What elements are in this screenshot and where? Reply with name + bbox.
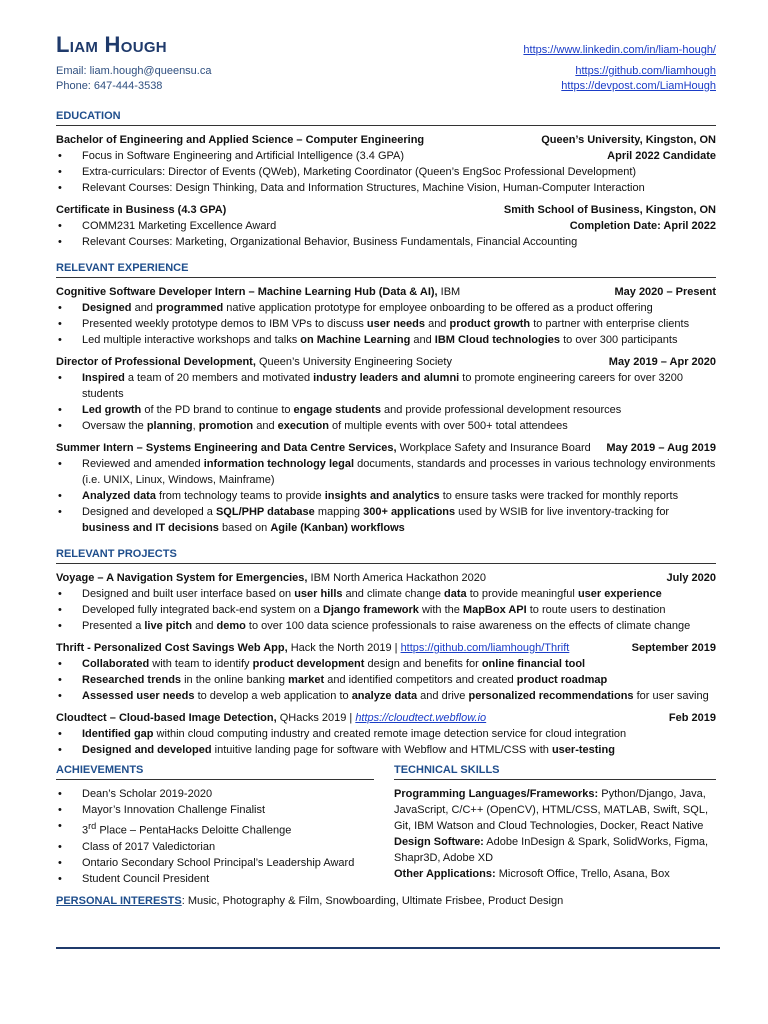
institution: Queen’s University, Kingston, ON	[541, 134, 716, 146]
education-bullet	[56, 148, 716, 164]
candidate-name: Liam Hough	[56, 32, 167, 57]
experience-bullets	[56, 300, 716, 348]
experience-bullet: • Analyzed data from technology teams to provide insights and analytics to ensure tasks were tracked for monthly reports	[56, 488, 716, 504]
skill-label: Programming Languages/Frameworks:	[394, 788, 599, 800]
degree-title: Bachelor of Engineering and Applied Science – Computer Engineering	[56, 134, 425, 146]
education-heading: EDUCATION	[56, 110, 716, 126]
experience-date: May 2019 – Apr 2020	[608, 356, 716, 368]
bullet-date: Completion Date: April 2022	[569, 220, 716, 232]
achievement-item: • Class of 2017 Valedictorian	[56, 839, 374, 855]
experience-title	[56, 440, 606, 456]
experience-bullet: • Oversaw the planning, promotion and execution of multiple events with over 500+ total attendees	[56, 418, 716, 434]
project-title-bold: Voyage – A Navigation System for Emergencies,	[56, 572, 308, 584]
footer-divider	[56, 947, 720, 949]
education-bullet	[56, 164, 716, 180]
bullet-date: April 2022 Candidate	[607, 150, 716, 162]
achievement-item: • 3rd Place – PentaHacks Deloitte Challenge	[56, 818, 374, 839]
experience-title-bold: Director of Professional Development,	[56, 356, 256, 368]
degree-title: Certificate in Business (4.3 GPA)	[56, 204, 227, 216]
project-title-rest: QHacks 2019 |	[276, 712, 356, 724]
project-entry	[56, 570, 716, 634]
achievement-item: • Student Council President	[56, 871, 374, 887]
linkedin-link[interactable]: https://www.linkedin.com/in/liam-hough/	[523, 44, 716, 56]
project-entry	[56, 710, 716, 758]
experience-title-rest: IBM	[437, 286, 461, 298]
bullet-text: • COMM231 Marketing Excellence Award	[82, 220, 277, 232]
project-title	[56, 710, 669, 726]
skill-value: Microsoft Office, Trello, Asana, Box	[495, 868, 670, 880]
achievement-item: • Ontario Secondary School Principal’s Leadership Award	[56, 855, 374, 871]
interests-label: PERSONAL INTERESTS	[56, 894, 182, 907]
bullet-row	[82, 164, 716, 180]
project-date: Feb 2019	[668, 712, 716, 724]
email-line: Email: liam.hough@queensu.ca	[56, 65, 212, 77]
bullet-row	[82, 234, 716, 250]
experience-section	[56, 284, 716, 536]
experience-date: May 2020 – Present	[614, 286, 716, 298]
institution: Smith School of Business, Kingston, ON	[503, 204, 716, 216]
education-section	[56, 132, 716, 250]
experience-bullet: • Led multiple interactive workshops and talks on Machine Learning and IBM Cloud technologies to over 300 participants	[56, 332, 716, 348]
experience-entry	[56, 440, 716, 536]
education-bullets	[56, 148, 716, 196]
project-title-bold: Thrift - Personalized Cost Savings Web App,	[56, 642, 288, 654]
profile-links	[523, 43, 716, 94]
skill-value: Adobe InDesign & Spark, SolidWorks, Figma, Shapr3D, Adobe XD	[394, 836, 709, 864]
project-entry-header	[56, 640, 716, 656]
experience-bullet: • Presented weekly prototype demos to IBM VPs to discuss user needs and product growth to partner with enterprise clients	[56, 316, 716, 332]
project-bullet: • Assessed user needs to develop a web application to analyze data and drive personalized recommendations for user saving	[56, 688, 716, 704]
experience-bullets	[56, 456, 716, 536]
project-bullet: • Designed and built user interface based on user hills and climate change data to provide meaningful user experience	[56, 586, 716, 602]
project-link[interactable]: https://cloudtect.webflow.io	[355, 712, 487, 724]
project-bullet: • Developed fully integrated back-end system on a Django framework with the MapBox API to route users to destination	[56, 602, 716, 618]
project-title	[56, 640, 632, 656]
skill-label: Design Software:	[394, 836, 484, 848]
project-bullet: • Identified gap within cloud computing industry and created remote image detection service for cloud integration	[56, 726, 716, 742]
experience-bullets	[56, 370, 716, 434]
project-bullets	[56, 586, 716, 634]
experience-heading: RELEVANT EXPERIENCE	[56, 262, 716, 278]
experience-bullet: • Designed and developed a SQL/PHP database mapping 300+ applications used by WSIB for live inventory-tracking for business and IT decisions based on Agile (Kanban) workflows	[56, 504, 716, 536]
project-bullets	[56, 726, 716, 758]
devpost-link[interactable]: https://devpost.com/LiamHough	[561, 80, 716, 92]
skill-label: Other Applications:	[394, 868, 496, 880]
achievement-item: • Dean’s Scholar 2019-2020	[56, 786, 374, 802]
experience-entry-header	[56, 354, 716, 370]
achievements-heading: ACHIEVEMENTS	[56, 764, 374, 780]
project-bullet: • Collaborated with team to identify product development design and benefits for online financial tool	[56, 656, 716, 672]
projects-section	[56, 570, 716, 758]
bullet-text: • Relevant Courses: Design Thinking, Data and Information Structures, Machine Vision, Human-Computer Interaction	[82, 182, 645, 194]
experience-title-bold: Summer Intern – Systems Engineering and Data Centre Services,	[56, 442, 397, 454]
education-bullets	[56, 218, 716, 250]
project-bullet: • Researched trends in the online banking market and identified competitors and created product roadmap	[56, 672, 716, 688]
experience-title-rest: Workplace Safety and Insurance Board	[396, 442, 591, 454]
achievement-item: • Mayor’s Innovation Challenge Finalist	[56, 802, 374, 818]
projects-heading: RELEVANT PROJECTS	[56, 548, 716, 564]
project-title-bold: Cloudtect – Cloud-based Image Detection,	[56, 712, 277, 724]
phone-line: Phone: 647-444-3538	[56, 80, 163, 92]
skill-line	[394, 866, 716, 882]
project-entry-header	[56, 710, 716, 726]
project-date: September 2019	[631, 642, 716, 654]
experience-entry	[56, 354, 716, 434]
experience-title	[56, 284, 614, 300]
experience-bullet: • Reviewed and amended information technology legal documents, standards and processes in various technology environments (i.e. UNIX, Linux, Windows, Mainframe)	[56, 456, 716, 488]
experience-entry-header	[56, 440, 716, 456]
bullet-row	[82, 180, 716, 196]
education-bullet	[56, 234, 716, 250]
project-entry	[56, 640, 716, 704]
project-title-rest: Hack the North 2019 |	[287, 642, 401, 654]
education-bullet	[56, 218, 716, 234]
skills-list	[394, 786, 716, 882]
experience-bullet: • Led growth of the PD brand to continue to engage students and provide professional development resources	[56, 402, 716, 418]
github-link[interactable]: https://github.com/liamhough	[575, 65, 716, 77]
skill-line	[394, 786, 716, 834]
project-title-rest: IBM North America Hackathon 2020	[307, 572, 486, 584]
achievements-column	[56, 764, 374, 887]
education-bullet	[56, 180, 716, 196]
project-title	[56, 570, 666, 586]
experience-title	[56, 354, 609, 370]
education-entry	[56, 132, 716, 196]
bullet-text: • Relevant Courses: Marketing, Organizational Behavior, Business Fundamentals, Financial Accounting	[82, 236, 578, 248]
skill-value: Python/Django, Java, JavaScript, C/C++ (OpenCV), HTML/CSS, MATLAB, Swift, SQL, Git, IBM Watson and Cloud Technologies, Docker, React Native	[394, 788, 708, 832]
achievements-list	[56, 786, 374, 887]
education-entry-header	[56, 132, 716, 148]
bullet-row	[82, 218, 716, 234]
project-link[interactable]: https://github.com/liamhough/Thrift	[400, 642, 570, 654]
project-entry-header	[56, 570, 716, 586]
resume-header	[56, 32, 716, 98]
bullet-text: • Extra-curriculars: Director of Events (QWeb), Marketing Coordinator (Queen’s EngSoc Professional Development)	[82, 166, 637, 178]
project-bullet: • Presented a live pitch and demo to over 100 data science professionals to raise awareness on the effects of climate change	[56, 618, 716, 634]
experience-date: May 2019 – Aug 2019	[606, 442, 716, 454]
education-entry	[56, 202, 716, 250]
experience-entry-header	[56, 284, 716, 300]
skills-column	[394, 764, 716, 887]
skill-line	[394, 834, 716, 866]
project-date: July 2020	[666, 572, 716, 584]
personal-interests	[56, 893, 716, 909]
bullet-text: • Focus in Software Engineering and Artificial Intelligence (3.4 GPA)	[82, 150, 405, 162]
experience-bullet: • Designed and programmed native application prototype for employee onboarding to be offered as a product offering	[56, 300, 716, 316]
bullet-row	[82, 148, 716, 164]
bottom-columns	[56, 764, 716, 887]
project-bullet: • Designed and developed intuitive landing page for software with Webflow and HTML/CSS with user-testing	[56, 742, 716, 758]
skills-heading: TECHNICAL SKILLS	[394, 764, 716, 780]
resume-page	[56, 32, 716, 909]
experience-entry	[56, 284, 716, 348]
project-bullets	[56, 656, 716, 704]
experience-title-bold: Cognitive Software Developer Intern – Machine Learning Hub (Data & AI),	[56, 286, 438, 298]
experience-bullet: • Inspired a team of 20 members and motivated industry leaders and alumni to promote engineering careers for over 3200 students	[56, 370, 716, 402]
experience-title-rest: Queen’s University Engineering Society	[255, 356, 452, 368]
interests-value: : Music, Photography & Film, Snowboarding, Ultimate Frisbee, Product Design	[181, 894, 564, 907]
education-entry-header	[56, 202, 716, 218]
